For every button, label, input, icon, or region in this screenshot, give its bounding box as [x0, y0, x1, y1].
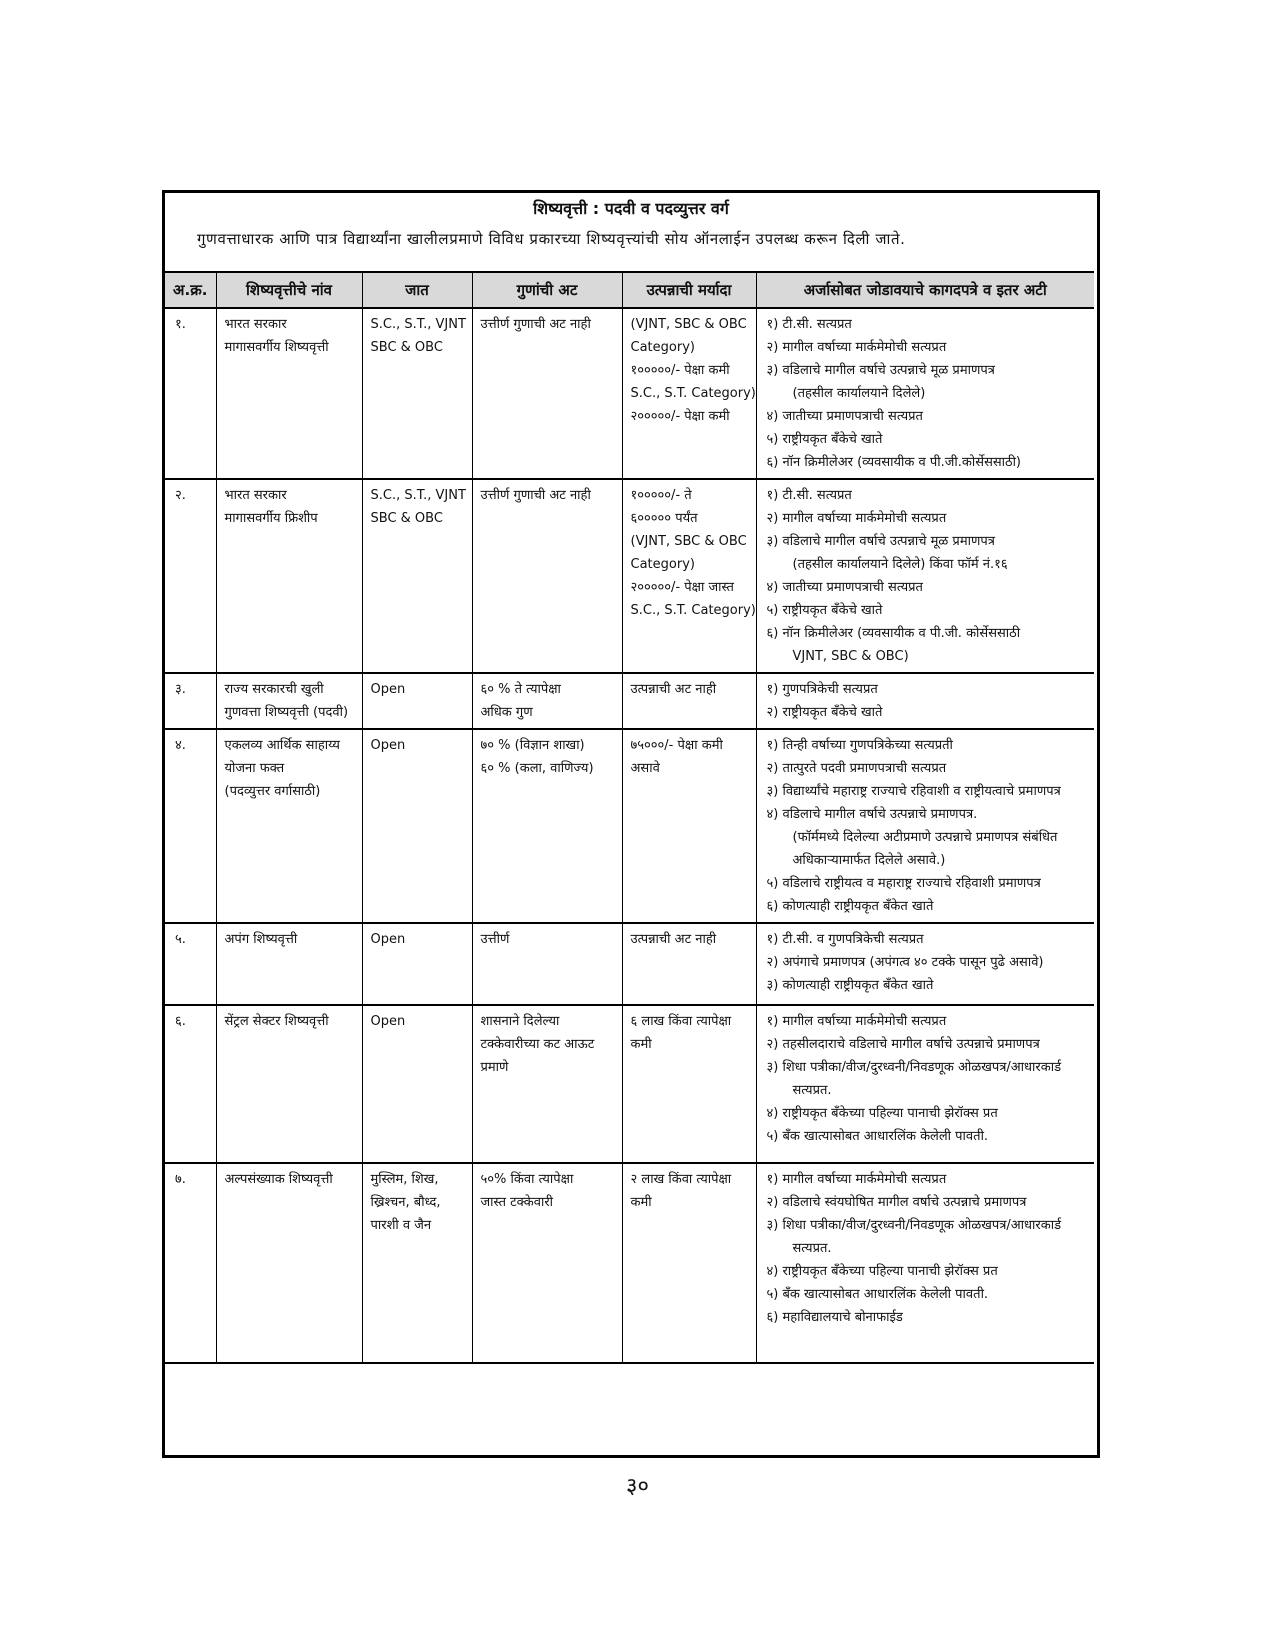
cell-line: २०००००/- पेक्षा जास्त — [630, 580, 734, 595]
table-row — [165, 1163, 1094, 1363]
col-serial: अ.क्र. — [165, 272, 216, 308]
document-item: १) टी.सी. सत्यप्रत — [766, 488, 852, 503]
cell-line: अल्पसंख्याक शिष्यवृत्ती — [224, 1172, 333, 1187]
document-item: ३) वडिलाचे मागील वर्षाचे उत्पन्नाचे मूळ प्रमाणपत्र — [766, 534, 995, 549]
cell-line: Open — [370, 1014, 406, 1029]
document-item: ४) वडिलाचे मागील वर्षाचे उत्पन्नाचे प्रमाणपत्र. — [766, 807, 978, 822]
cell-serial: ७. — [165, 1163, 216, 1363]
cell-serial: ४. — [165, 729, 216, 923]
blank-cell — [165, 1363, 1094, 1457]
table-row — [165, 673, 1094, 729]
cell-line: Open — [370, 932, 406, 947]
document-item: ५) बँक खात्यासोबत आधारलिंक केलेली पावती. — [766, 1129, 989, 1144]
document-item: (तहसील कार्यालयाने दिलेले) किंवा फॉर्म नं.१६ — [792, 557, 1008, 572]
cell-line: राज्य सरकारची खुली — [224, 682, 324, 697]
col-scholarship-name: शिष्यवृत्तीचे नांव — [216, 272, 362, 308]
document-item: २) मागील वर्षाच्या मार्कमेमोची सत्यप्रत — [766, 511, 947, 526]
cell-line: कमी — [630, 1037, 652, 1052]
cell-marks — [472, 479, 622, 673]
document-item: ६) महाविद्यालयाचे बोनाफाईड — [766, 1310, 903, 1325]
cell-income — [622, 673, 756, 729]
cell-documents — [756, 923, 1094, 1005]
cell-line: २ लाख किंवा त्यापेक्षा — [630, 1172, 732, 1187]
document-item: (फॉर्ममध्ये दिलेल्या अटीप्रमाणे उत्पन्नाचे प्रमाणपत्र संबंधित — [792, 830, 1058, 845]
cell-line: टक्केवारीच्या कट आऊट — [480, 1037, 595, 1052]
cell-line: अपंग शिष्यवृत्ती — [224, 932, 298, 947]
document-item: ५) बँक खात्यासोबत आधारलिंक केलेली पावती. — [766, 1287, 989, 1302]
cell-marks — [472, 673, 622, 729]
cell-line: (VJNT, SBC & OBC — [630, 534, 747, 549]
cell-line: ७० % (विज्ञान शाखा) — [480, 738, 585, 753]
cell-name — [216, 1005, 362, 1163]
document-item: ३) वडिलाचे मागील वर्षाचे उत्पन्नाचे मूळ प्रमाणपत्र — [766, 363, 995, 378]
cell-line: प्रमाणे — [480, 1060, 509, 1075]
cell-line: (पदव्युत्तर वर्गासाठी) — [224, 784, 321, 799]
cell-line: १०००००/- ते — [630, 488, 692, 503]
scholarship-frame — [162, 190, 1100, 1458]
document-item: ४) जातीच्या प्रमाणपत्राची सत्यप्रत — [766, 409, 923, 424]
cell-line: गुणवत्ता शिष्यवृत्ती (पदवी) — [224, 705, 349, 720]
cell-line: S.C., S.T. Category) — [630, 603, 756, 618]
cell-line: उत्तीर्ण गुणाची अट नाही — [480, 488, 591, 503]
cell-line: ख्रिश्चन, बौध्द, — [370, 1195, 441, 1210]
document-item: ३) विद्यार्थ्यांचे महाराष्ट्र राज्याचे रहिवाशी व राष्ट्रीयत्वाचे प्रमाणपत्र — [766, 784, 1061, 799]
document-item: (तहसील कार्यालयाने दिलेले) — [792, 386, 926, 401]
col-income-limit: उत्पन्नाची मर्यादा — [622, 272, 756, 308]
cell-income — [622, 1005, 756, 1163]
cell-documents — [756, 308, 1094, 479]
table-row — [165, 308, 1094, 479]
table-header-row — [165, 272, 1094, 308]
cell-line: अधिक गुण — [480, 705, 533, 720]
cell-income — [622, 479, 756, 673]
document-item: ५) राष्ट्रीयकृत बँकेचे खाते — [766, 432, 883, 447]
cell-line: ६ लाख किंवा त्यापेक्षा — [630, 1014, 732, 1029]
document-item: १) टी.सी. व गुणपत्रिकेची सत्यप्रत — [766, 932, 924, 947]
cell-name — [216, 923, 362, 1005]
scholarship-table — [165, 271, 1094, 1457]
cell-line: ६० % ते त्यापेक्षा — [480, 682, 561, 697]
cell-name — [216, 673, 362, 729]
cell-caste — [362, 479, 472, 673]
document-item: ५) वडिलाचे राष्ट्रीयत्व व महाराष्ट्र राज्याचे रहिवाशी प्रमाणपत्र — [766, 876, 1041, 891]
cell-line: उत्तीर्ण — [480, 932, 510, 947]
cell-caste — [362, 1005, 472, 1163]
intro-text: गुणवत्ताधारक आणि पात्र विद्यार्थ्यांना खालीलप्रमाणे विविध प्रकारच्या शिष्यवृत्त्यांची सोय ऑनलाईन उपलब्ध करून दिली जाते. — [197, 230, 906, 248]
cell-line: Category) — [630, 340, 695, 355]
cell-documents — [756, 729, 1094, 923]
cell-caste — [362, 308, 472, 479]
cell-line: उत्पन्नाची अट नाही — [630, 932, 717, 947]
cell-marks — [472, 1005, 622, 1163]
cell-income — [622, 308, 756, 479]
cell-income — [622, 923, 756, 1005]
blank-row — [165, 1363, 1094, 1457]
document-item: ३) शिधा पत्रीका/वीज/दुरध्वनी/निवडणूक ओळखपत्र/आधारकार्ड — [766, 1218, 1062, 1233]
cell-documents — [756, 1163, 1094, 1363]
cell-line: सेंट्रल सेक्टर शिष्यवृत्ती — [224, 1014, 329, 1029]
cell-serial: १. — [165, 308, 216, 479]
document-item: ३) शिधा पत्रीका/वीज/दुरध्वनी/निवडणूक ओळखपत्र/आधारकार्ड — [766, 1060, 1062, 1075]
cell-line: पारशी व जैन — [370, 1218, 432, 1233]
document-item: १) मागील वर्षाच्या मार्कमेमोची सत्यप्रत — [766, 1014, 947, 1029]
table-row — [165, 729, 1094, 923]
cell-line: २०००००/- पेक्षा कमी — [630, 409, 730, 424]
document-item: ३) कोणत्याही राष्ट्रीयकृत बँकेत खाते — [766, 978, 934, 993]
cell-line: Category) — [630, 557, 695, 572]
col-documents: अर्जासोबत जोडावयाचे कागदपत्रे व इतर अटी — [756, 272, 1094, 308]
col-caste: जात — [362, 272, 472, 308]
cell-income — [622, 729, 756, 923]
document-item: २) अपंगाचे प्रमाणपत्र (अपंगत्व ४० टक्के पासून पुढे असावे) — [766, 955, 1044, 970]
cell-line: (VJNT, SBC & OBC — [630, 317, 747, 332]
cell-marks — [472, 308, 622, 479]
document-item: सत्यप्रत. — [792, 1241, 832, 1256]
cell-line: S.C., S.T., VJNT — [370, 488, 466, 503]
document-item: १) तिन्ही वर्षाच्या गुणपत्रिकेच्या सत्यप्रती — [766, 738, 953, 753]
cell-income — [622, 1163, 756, 1363]
cell-caste — [362, 923, 472, 1005]
document-item: ४) जातीच्या प्रमाणपत्राची सत्यप्रत — [766, 580, 923, 595]
cell-line: योजना फक्त — [224, 761, 285, 776]
table-row — [165, 479, 1094, 673]
cell-line: असावे — [630, 761, 660, 776]
cell-line: SBC & OBC — [370, 511, 443, 526]
document-item: १) गुणपत्रिकेची सत्यप्रत — [766, 682, 878, 697]
cell-documents — [756, 673, 1094, 729]
cell-name — [216, 729, 362, 923]
cell-line: ६००००० पर्यंत — [630, 511, 698, 526]
cell-line: Open — [370, 682, 406, 697]
document-item: ४) राष्ट्रीयकृत बँकेच्या पहिल्या पानाची झेरॉक्स प्रत — [766, 1264, 998, 1279]
page-title: शिष्यवृत्ती : पदवी व पदव्युत्तर वर्ग — [533, 199, 729, 218]
document-item: अधिकाऱ्यामार्फत दिलेले असावे.) — [792, 853, 946, 868]
cell-line: मुस्लिम, शिख, — [370, 1172, 439, 1187]
document-item: ६) कोणत्याही राष्ट्रीयकृत बँकेत खाते — [766, 899, 934, 914]
cell-line: SBC & OBC — [370, 340, 443, 355]
document-item: ६) नॉन क्रिमीलेअर (व्यवसायीक व पी.जी. कोर्सेससाठी — [766, 626, 1021, 641]
cell-marks — [472, 923, 622, 1005]
document-item: ६) नॉन क्रिमीलेअर (व्यवसायीक व पी.जी.कोर्सेससाठी) — [766, 455, 1022, 470]
cell-line: भारत सरकार — [224, 317, 287, 332]
document-item: २) तात्पुरते पदवी प्रमाणपत्राची सत्यप्रत — [766, 761, 947, 776]
document-item: २) मागील वर्षाच्या मार्कमेमोची सत्यप्रत — [766, 340, 947, 355]
cell-line: भारत सरकार — [224, 488, 287, 503]
cell-serial: ५. — [165, 923, 216, 1005]
document-item: १) टी.सी. सत्यप्रत — [766, 317, 852, 332]
cell-name — [216, 1163, 362, 1363]
cell-line: एकलव्य आर्थिक साहाय्य — [224, 738, 340, 753]
document-item: २) तहसीलदाराचे वडिलाचे मागील वर्षाचे उत्पन्नाचे प्रमाणपत्र — [766, 1037, 1040, 1052]
cell-line: ७५०००/- पेक्षा कमी — [630, 738, 723, 753]
document-item: २) वडिलाचे स्वंयघोषित मागील वर्षाचे उत्पन्नाचे प्रमाणपत्र — [766, 1195, 1027, 1210]
cell-name — [216, 308, 362, 479]
cell-caste — [362, 1163, 472, 1363]
cell-caste — [362, 729, 472, 923]
cell-line: ६० % (कला, वाणिज्य) — [480, 761, 594, 776]
cell-line: Open — [370, 738, 406, 753]
cell-line: S.C., S.T., VJNT — [370, 317, 466, 332]
cell-line: मागासवर्गीय फ्रिशीप — [224, 511, 318, 526]
cell-documents — [756, 479, 1094, 673]
cell-name — [216, 479, 362, 673]
cell-line: उत्तीर्ण गुणाची अट नाही — [480, 317, 591, 332]
col-marks-condition: गुणांची अट — [472, 272, 622, 308]
document-item: ५) राष्ट्रीयकृत बँकेचे खाते — [766, 603, 883, 618]
page-number: ३० — [626, 1474, 649, 1499]
document-item: ४) राष्ट्रीयकृत बँकेच्या पहिल्या पानाची झेरॉक्स प्रत — [766, 1106, 998, 1121]
cell-line: उत्पन्नाची अट नाही — [630, 682, 717, 697]
cell-marks — [472, 1163, 622, 1363]
cell-caste — [362, 673, 472, 729]
cell-line: १०००००/- पेक्षा कमी — [630, 363, 730, 378]
cell-documents — [756, 1005, 1094, 1163]
document-item: १) मागील वर्षाच्या मार्कमेमोची सत्यप्रत — [766, 1172, 947, 1187]
cell-line: कमी — [630, 1195, 652, 1210]
cell-line: जास्त टक्केवारी — [480, 1195, 554, 1210]
cell-line: मागासवर्गीय शिष्यवृत्ती — [224, 340, 329, 355]
cell-serial: ३. — [165, 673, 216, 729]
cell-marks — [472, 729, 622, 923]
document-item: VJNT, SBC & OBC) — [792, 649, 909, 664]
document-item: २) राष्ट्रीयकृत बँकेचे खाते — [766, 705, 883, 720]
table-row — [165, 923, 1094, 1005]
cell-line: S.C., S.T. Category) — [630, 386, 756, 401]
cell-line: ५०% किंवा त्यापेक्षा — [480, 1172, 574, 1187]
cell-line: शासनाने दिलेल्या — [480, 1014, 560, 1029]
table-row — [165, 1005, 1094, 1163]
document-item: सत्यप्रत. — [792, 1083, 832, 1098]
cell-serial: ६. — [165, 1005, 216, 1163]
cell-serial: २. — [165, 479, 216, 673]
